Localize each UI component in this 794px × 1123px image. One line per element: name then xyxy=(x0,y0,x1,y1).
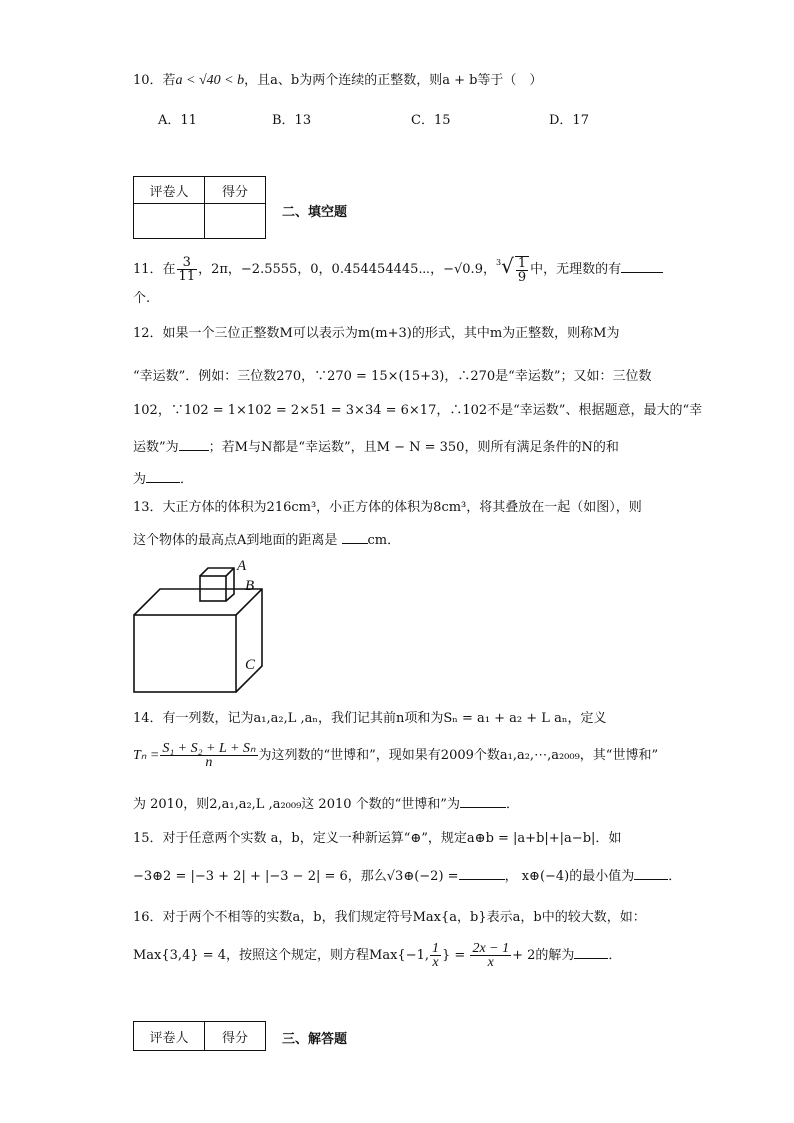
q10-text: ，且a、b为两个连续的正整数，则a + b等于（ ） xyxy=(244,73,543,88)
q11-cbrt-fraction: $\frac{1}{9}$ xyxy=(515,256,529,284)
label-c: C xyxy=(245,657,256,673)
q10-option-d: D．17 xyxy=(549,113,589,128)
q10-number: 10．若 xyxy=(133,73,176,88)
q10-stem xyxy=(133,72,542,90)
cube-root-index: 3 xyxy=(495,258,502,267)
q10-condition: a < √40 < b xyxy=(175,73,245,88)
q15-l2-comma: ， xyxy=(504,869,518,884)
small-cube-edge xyxy=(226,568,234,576)
q12-line1: 12．如果一个三位正整数M可以表示为m(m+3)的形式，其中m为正整数，则称M为 xyxy=(133,326,620,341)
score-cell[interactable] xyxy=(205,204,266,239)
q10-option-b: B．13 xyxy=(272,113,312,128)
q14-l2-text: 为这列数的“世博和”，现如果有2009个数a₁,a₂,⋯,a₂₀₀₉，其“世博和” xyxy=(258,748,659,763)
q12-l5-tail: ． xyxy=(180,472,194,487)
grader-label: 评卷人 xyxy=(134,1022,205,1051)
q15-l2-tail: ． xyxy=(668,869,682,884)
section3-title: 三、解答题 xyxy=(282,1032,348,1047)
q14-line3 xyxy=(133,793,519,814)
q11-number: 11．在 xyxy=(133,262,176,277)
q11-tail: 中，无理数的有 xyxy=(530,262,622,277)
q12-blank-1[interactable] xyxy=(179,436,209,451)
grader-cell[interactable] xyxy=(134,204,205,239)
big-cube-front xyxy=(134,615,236,692)
label-b: B xyxy=(245,578,255,594)
q12-line3: 102，∵102 = 1×102 = 2×51 = 3×34 = 6×17，∴102不是“幸运数”、根据题意，最大的“幸 xyxy=(133,403,703,418)
q12-line5 xyxy=(133,468,193,489)
section3-score-table xyxy=(133,1021,266,1051)
q12-l4-tail: ；若M与N都是“幸运数”，且M − N = 350，则所有满足条件的N的和 xyxy=(208,440,619,455)
q16-answer-blank[interactable] xyxy=(574,944,608,959)
q15-l2-question: x⊕(−4)的最小值为 xyxy=(521,869,635,884)
q11-comma: ， xyxy=(482,262,496,277)
q14-l3-lead: 为 2010，则2,a₁,a₂,L ,a₂₀₀₉这 2010 个数的“世博和”为 xyxy=(133,797,460,812)
q13-answer-blank[interactable] xyxy=(342,529,368,544)
q11-fraction: $\frac{3}{11}$ xyxy=(178,255,196,284)
q14-line1: 14．有一列数，记为a₁,a₂,L ,aₙ，我们记其前n项和为Sₙ = a₁ + a₂ + L aₙ，定义 xyxy=(133,711,607,726)
q13-l2-lead: 这个物体的最高点A到地面的距离是 xyxy=(133,533,338,548)
q11-list: ，2π，−2.5555，0，0.454454445⋯， xyxy=(198,262,444,277)
q16-fraction-1: $\frac{1}{x}$ xyxy=(432,941,439,970)
q15-line1: 15．对于任意两个实数 a，b，定义一种新运算“⊕”，规定a⊕b = |a+b|+|a−b|．如 xyxy=(133,831,622,846)
big-cube-back xyxy=(134,589,262,692)
q16-l2-lead: Max{3,4} = 4，按照这个规定，则方程Max{−1, xyxy=(133,948,429,963)
q12-line4 xyxy=(133,436,619,457)
q16-fraction-2: $\frac{2x - 1}{x}$ xyxy=(472,941,510,970)
section2-score-table xyxy=(133,176,266,239)
q13-line2 xyxy=(133,529,400,550)
score-label: 得分 xyxy=(205,177,266,204)
q16-l2-eq: } = xyxy=(442,948,466,963)
q14-line2 xyxy=(133,740,658,772)
q15-l2-lead: −3⊕2 = |−3 + 2| + |−3 − 2| = 6，那么√3⊕(−2) = xyxy=(133,869,459,884)
q11-line2: 个. xyxy=(133,291,151,306)
q13-unit: cm． xyxy=(367,533,401,548)
q16-l2-end: ． xyxy=(608,948,622,963)
label-a: A xyxy=(237,558,247,574)
q11-neg-sqrt: −√0.9 xyxy=(443,262,483,277)
q12-l5-lead: 为 xyxy=(133,472,147,487)
q14-t-fraction: $\frac{\text{S₁ + S₂ + L + Sₙ}}{n}$ xyxy=(162,741,256,770)
q10-option-c: C．15 xyxy=(411,113,451,128)
score-label: 得分 xyxy=(205,1022,266,1051)
grader-label: 评卷人 xyxy=(134,177,205,204)
stacked-cubes-figure xyxy=(128,555,268,700)
q12-blank-2[interactable] xyxy=(146,468,180,483)
q12-line2: “幸运数”．例如：三位数270，∵270 = 15×(15+3)，∴270是“幸运数”；又如：三位数 xyxy=(133,369,652,384)
q14-answer-blank[interactable] xyxy=(460,793,506,808)
q16-line2 xyxy=(133,940,621,972)
radical-sign: √ xyxy=(501,254,514,278)
q16-line1: 16．对于两个不相等的实数a，b，我们规定符号Max{a，b}表示a，b中的较大数，如： xyxy=(133,910,646,925)
q12-l4-lead: 运数”为 xyxy=(133,440,179,455)
q14-l3-tail: ． xyxy=(505,797,519,812)
q14-t-lhs: Tₙ = xyxy=(133,748,160,763)
q11-line1 xyxy=(133,248,663,285)
q15-blank-1[interactable] xyxy=(459,865,505,880)
section2-title: 二、填空题 xyxy=(282,205,348,220)
q15-blank-2[interactable] xyxy=(634,865,668,880)
q13-line1: 13．大正方体的体积为216cm³，小正方体的体积为8cm³，将其叠放在一起（如图），则 xyxy=(133,500,642,515)
q10-option-a: A．11 xyxy=(158,113,197,128)
q16-l2-tail: + 2的解为 xyxy=(512,948,575,963)
q11-answer-blank[interactable] xyxy=(621,258,663,273)
q15-line2 xyxy=(133,865,681,886)
